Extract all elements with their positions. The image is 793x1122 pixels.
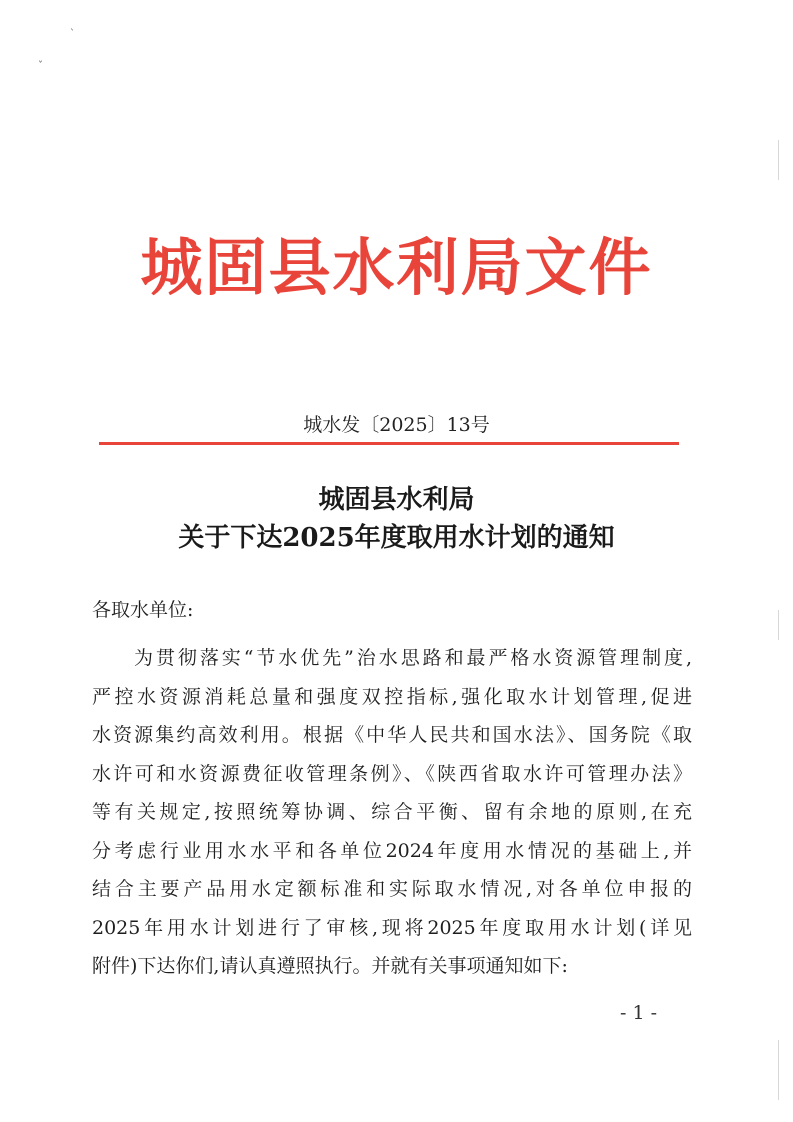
salutation: 各取水单位:	[92, 599, 194, 621]
scan-edge-mark	[778, 610, 779, 640]
body-line: 结合主要产品用水定额标准和实际取水情况,对各单位申报的	[92, 878, 692, 900]
body-line: 分考虑行业用水水平和各单位2024年度用水情况的基础上,并	[92, 839, 692, 862]
notice-title-line-1: 城固县水利局	[318, 485, 475, 515]
scan-speck: `	[70, 29, 75, 40]
scan-speck: ˇ	[38, 61, 43, 72]
body-line: 附件)下达你们,请认真遵照执行。并就有关事项通知如下:	[92, 955, 568, 977]
notice-title-line-2: 关于下达2025年度取用水计划的通知	[178, 523, 615, 553]
page-number: - 1 -	[620, 1002, 658, 1024]
body-line: 等有关规定,按照统筹协调、综合平衡、留有余地的原则,在充	[92, 801, 692, 823]
scan-edge-mark	[778, 140, 779, 180]
body-paragraph	[92, 639, 692, 986]
body-line: 严控水资源消耗总量和强度双控指标,强化取水计划管理,促进	[92, 685, 692, 708]
body-line: 为贯彻落实“节水优先”治水思路和最严格水资源管理制度,	[134, 647, 692, 669]
body-line: 水资源集约高效利用。根据《中华人民共和国水法》、国务院《取	[92, 724, 692, 746]
body-line: 2025年用水计划进行了审核,现将2025年度取用水计划(详见	[92, 916, 692, 939]
red-divider-line	[99, 442, 679, 445]
document-number: 城水发〔2025〕13号	[303, 414, 490, 436]
document-header-title: 城固县水利局文件	[140, 231, 653, 304]
scan-edge-mark	[778, 1040, 779, 1100]
body-line: 水许可和水资源费征收管理条例》、《陕西省取水许可管理办法》	[92, 762, 692, 785]
